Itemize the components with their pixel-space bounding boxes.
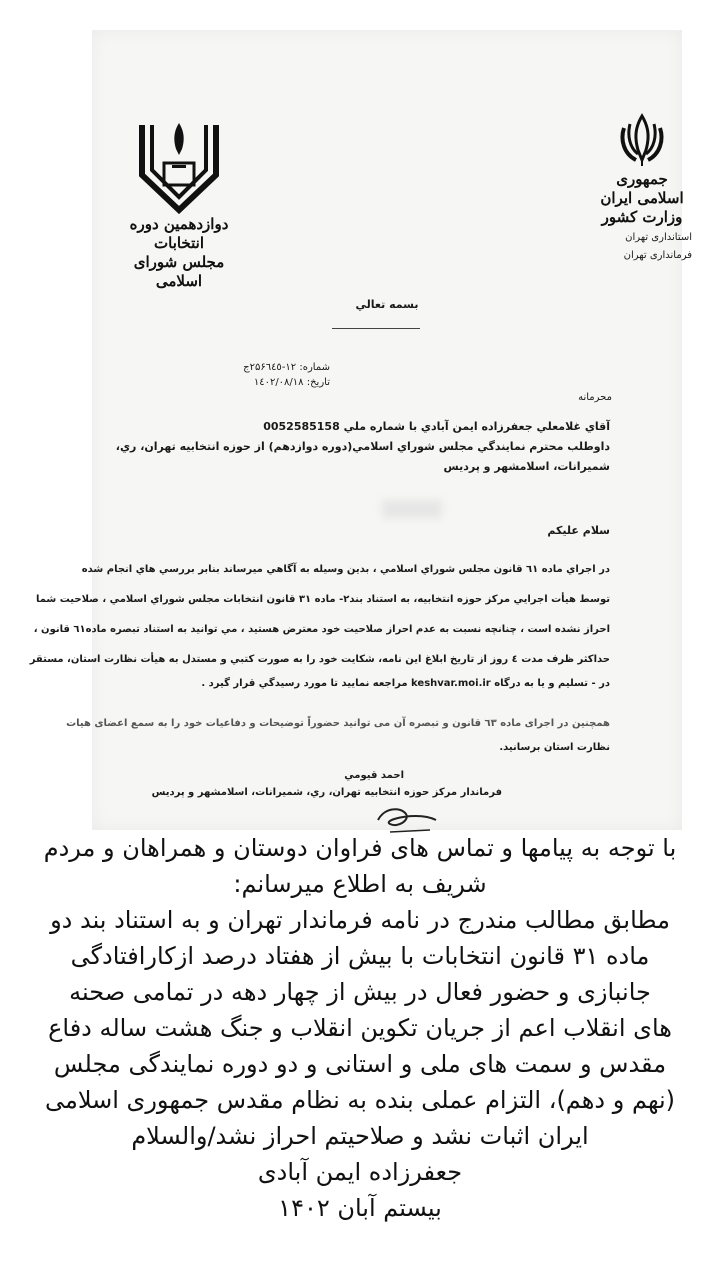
message-line: مطابق مطالب مندرج در نامه فرماندار تهران و به استناد بند دو bbox=[50, 906, 670, 934]
letter-greeting: سلام عليكم bbox=[547, 524, 610, 537]
parliament-title: مجلس شورای اسلامی bbox=[133, 253, 225, 290]
letter-line: توسط هيأت اجرايي مركز حوزه انتخابيه، به استناد بند٢- ماده ٣١ قانون انتخابات مجلس شوراي اسلامي ، صلاحيت شما bbox=[35, 594, 610, 605]
signer-name: احمد قيومي bbox=[344, 770, 404, 781]
letter-document bbox=[29, 30, 692, 830]
ministry-letterhead bbox=[592, 110, 692, 261]
ministry-title: وزارت کشور bbox=[601, 208, 683, 226]
governorate-label: استانداری تهران bbox=[625, 232, 692, 243]
letter-line: نظارت استان برسانيد. bbox=[499, 742, 610, 753]
letter-meta bbox=[180, 360, 330, 390]
message-signature: جعفرزاده ایمن آبادی bbox=[257, 1158, 463, 1186]
elections-title: دوازدهمین دوره انتخابات bbox=[129, 215, 229, 252]
bismillah-underline bbox=[332, 328, 420, 329]
message-line: شریف به اطلاع میرسانم: bbox=[233, 870, 487, 898]
elections-letterhead bbox=[124, 115, 234, 291]
county-label: فرمانداری تهران bbox=[623, 250, 692, 261]
message-line: جانبازی و حضور فعال در بیش از چهار دهه در تمامی صحنه bbox=[69, 978, 651, 1006]
message-line: مقدس و سمت های ملی و استانی و دو دوره نمایندگی مجلس bbox=[53, 1050, 667, 1078]
letter-line: شميرانات، اسلامشهر و پرديس bbox=[443, 460, 610, 473]
message-date: بیستم آبان ۱۴۰۲ bbox=[278, 1194, 442, 1222]
letter-line: همچنین در اجرای ماده ٦٣ قانون و تبصره آن می توانید حضوراً توضیحات و دفاعیات خود را به سمع اعضای هیات bbox=[66, 718, 610, 729]
letter-number: شماره: ۱۲-۲۵۶٦٤٥ج bbox=[243, 362, 330, 373]
message-line: (نهم و دهم)، التزام عملی بنده به نظام مقدس جمهوری اسلامی bbox=[44, 1086, 676, 1114]
message-line: با توجه به پیامها و تماس های فراوان دوستان و همراهان و مردم bbox=[43, 834, 677, 862]
allah-emblem-icon bbox=[612, 110, 672, 170]
message-line: ماده ۳۱ قانون انتخابات با بیش از هفتاد درصد ازکارافتادگی bbox=[70, 942, 650, 970]
bismillah: بسمه تعالي bbox=[355, 298, 419, 311]
letter-line: داوطلب محترم نمايندگي مجلس شوراي اسلامي(دوره دوازدهم) از حوزه انتخابيه تهران، ري، bbox=[115, 440, 610, 453]
republic-title: جمهوری اسلامی ایران bbox=[600, 170, 684, 207]
redacted-area bbox=[382, 500, 442, 518]
recipient-line bbox=[263, 420, 610, 433]
recipient-national-id: 0052585158 bbox=[263, 420, 340, 433]
letter-line: در اجراي ماده ٦١ قانون مجلس شوراي اسلامي ، بدين وسيله به آگاهي ميرساند بنابر بررسي هاي انجام شده bbox=[81, 564, 610, 575]
letter-date: تاریخ: ۱٤۰۲/۰۸/۱۸ bbox=[253, 377, 330, 388]
ballot-box-emblem-icon bbox=[134, 115, 224, 215]
recipient-prefix: آقاي غلامعلي جعفرزاده ايمن آبادي با شماره ملي bbox=[343, 420, 610, 433]
confidential-label: محرمانه bbox=[578, 392, 612, 403]
message-line: ایران اثبات نشد و صلاحیتم احراز نشد/والسلام bbox=[131, 1122, 589, 1150]
letter-line: احراز نشده است ، چنانچه نسبت به عدم احراز صلاحيت خود معترض هستيد ، مي توانيد به استناد تبصره ماده٦١ قانون ، bbox=[33, 624, 610, 635]
signer-title: فرماندار مركز حوزه انتخابيه تهران، ري، شميرانات، اسلامشهر و پرديس bbox=[151, 787, 502, 798]
letter-line: در - تسليم و يا به درگاه keshvar.moi.ir مراجعه نماييد تا مورد رسيدگي قرار گيرد . bbox=[201, 678, 610, 689]
message-text bbox=[10, 830, 710, 1226]
message-line: های انقلاب اعم از جریان تکوین انقلاب و جنگ هشت ساله دفاع bbox=[48, 1014, 672, 1042]
letter-line: حداكثر ظرف مدت ٤ روز از تاريخ ابلاغ اين نامه، شكايت خود را به صورت كتبي و مستدل به هيأت نظارت استان، مستقر bbox=[29, 654, 610, 665]
